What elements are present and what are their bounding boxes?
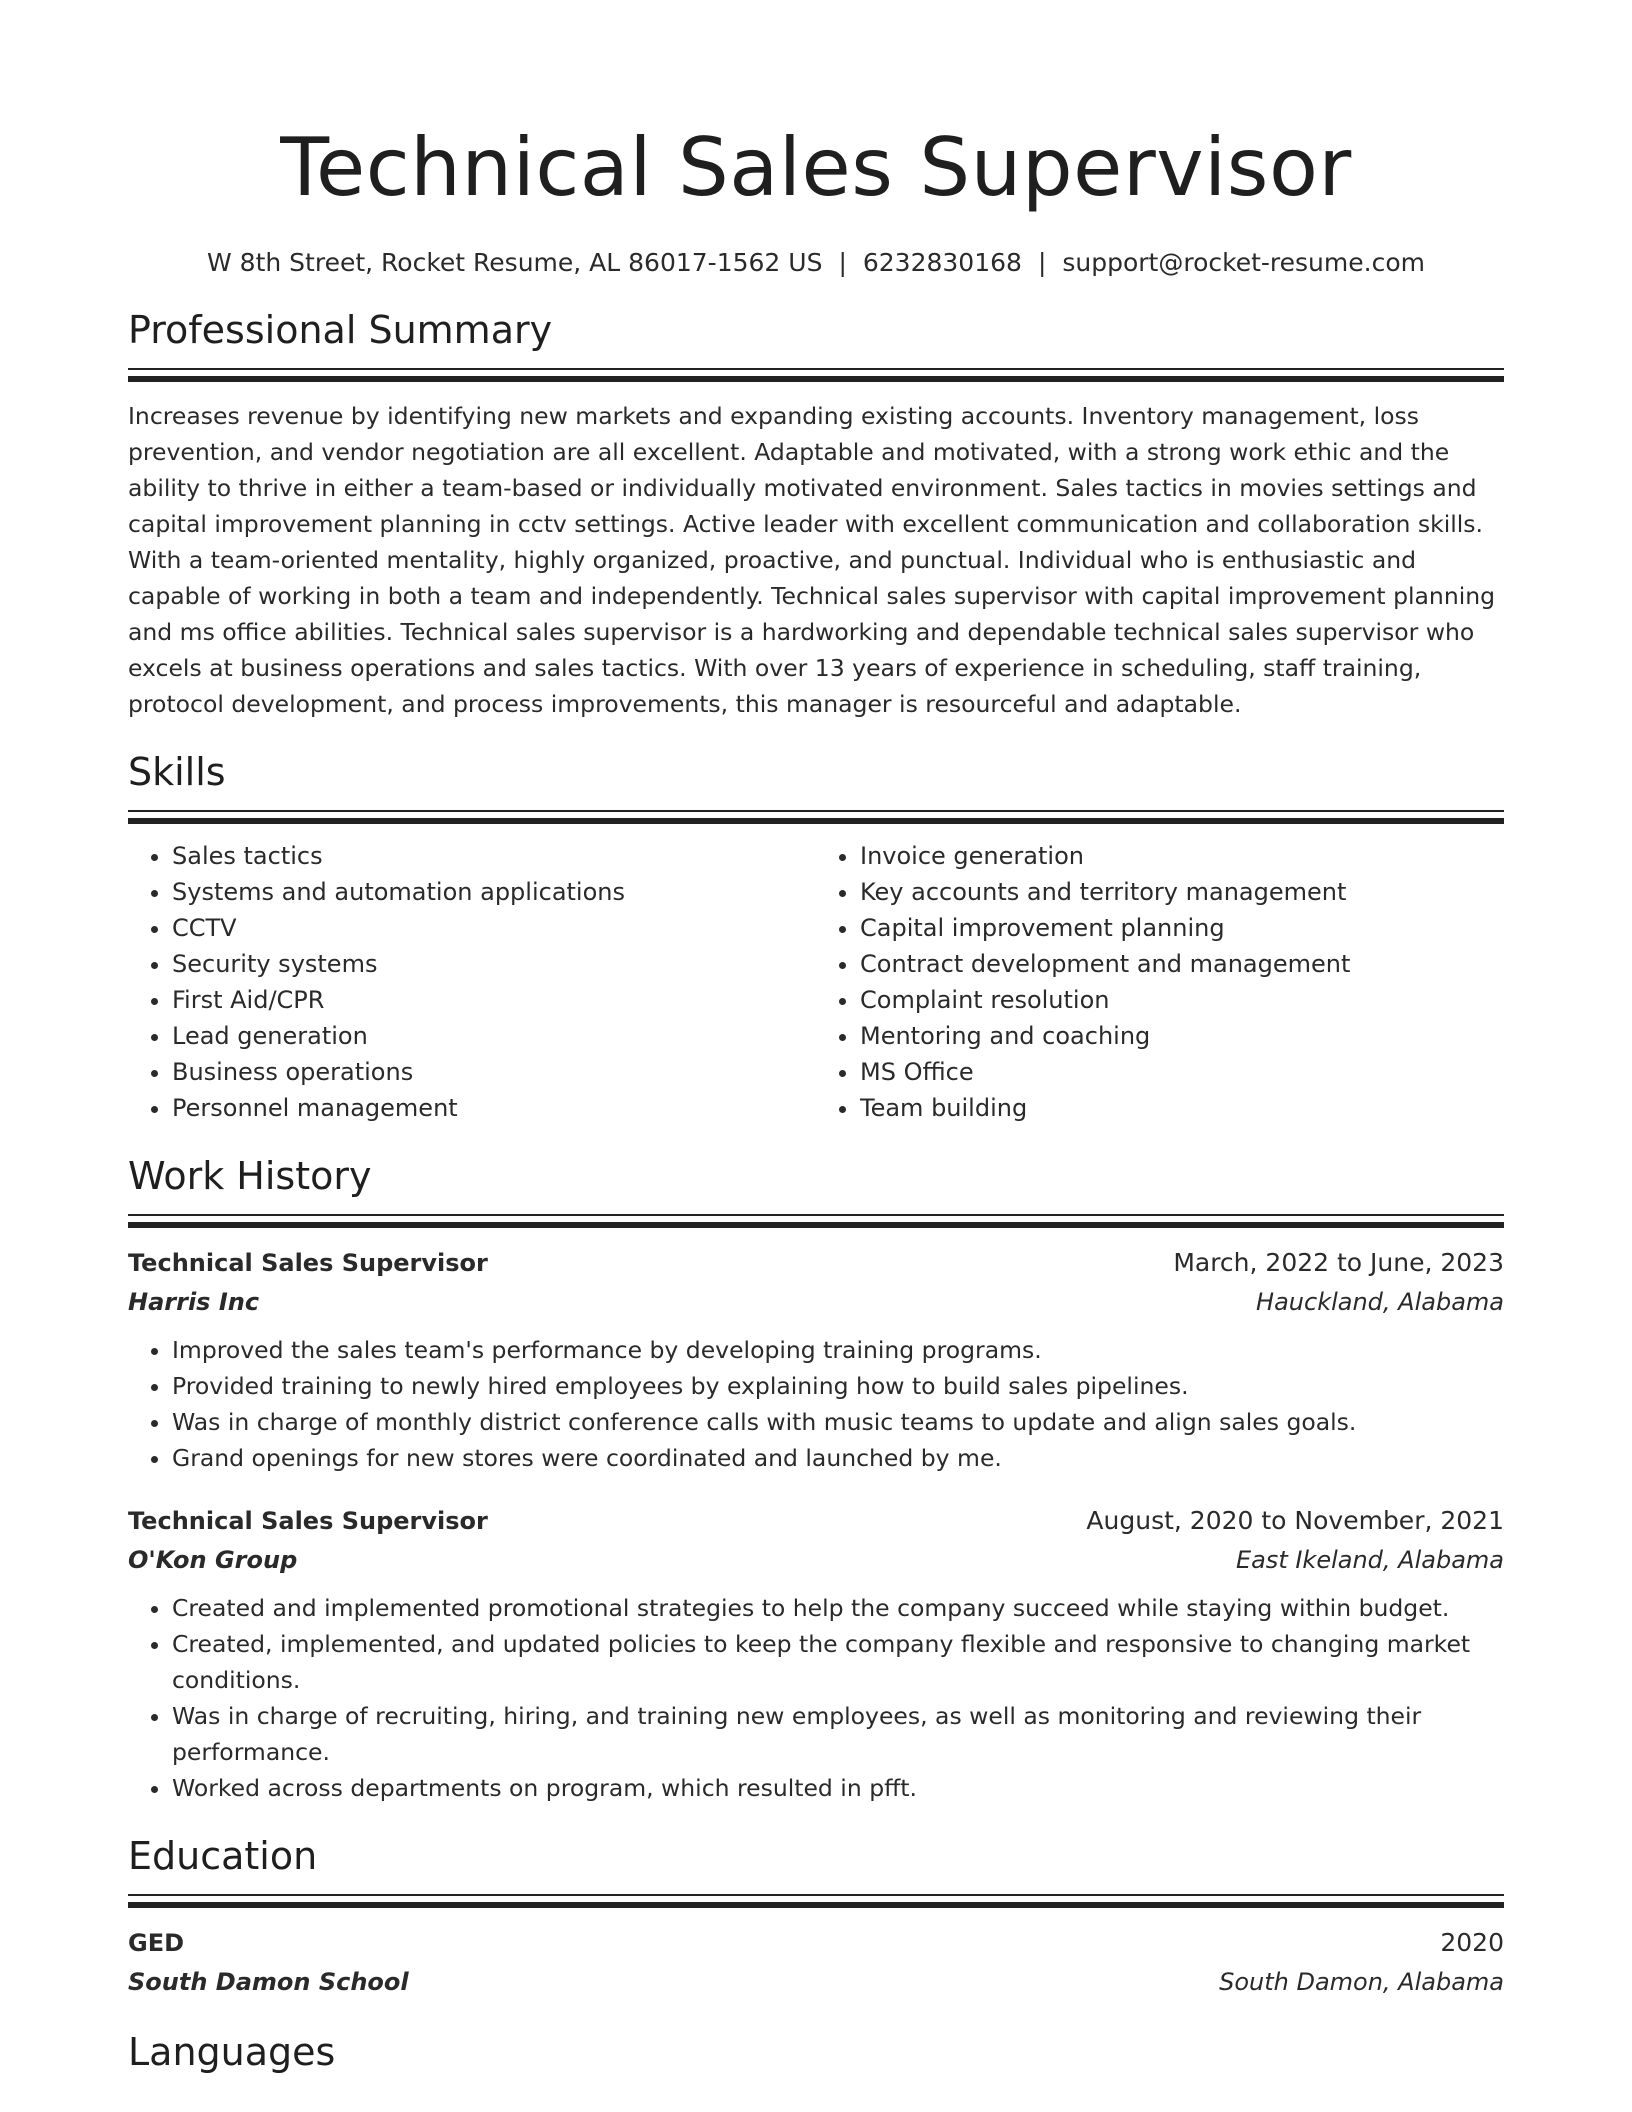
summary-section xyxy=(128,306,1504,722)
section-divider xyxy=(128,1894,1504,1896)
skills-list-left xyxy=(128,838,816,1126)
skills-columns xyxy=(128,838,1504,1126)
job-bullet: • Improved the sales team's performance by developing training programs. xyxy=(172,1332,1504,1368)
job-entry xyxy=(128,1502,1504,1806)
job-subheader xyxy=(128,1282,1504,1322)
job-company: Harris Inc xyxy=(128,1288,260,1316)
skill-item: • Security systems xyxy=(172,946,816,982)
job-bullet: • Created and implemented promotional strategies to help the company succeed while staying within budget. xyxy=(172,1590,1504,1626)
skill-item: • CCTV xyxy=(172,910,816,946)
skill-item: • Lead generation xyxy=(172,1018,816,1054)
skill-item: • Key accounts and territory management xyxy=(860,874,1504,910)
contact-separator: | xyxy=(1037,248,1047,277)
education-school: South Damon School xyxy=(128,1968,409,1996)
section-divider xyxy=(128,376,1504,382)
education-year: 2020 xyxy=(1440,1928,1504,1957)
job-bullet: • Provided training to newly hired employees by explaining how to build sales pipelines. xyxy=(172,1368,1504,1404)
section-title-summary: Professional Summary xyxy=(128,308,553,352)
job-location: East Ikeland, Alabama xyxy=(1235,1546,1504,1574)
section-divider xyxy=(128,818,1504,824)
contact-address: W 8th Street, Rocket Resume, AL 86017-1562 US xyxy=(207,248,823,277)
job-bullet: • Created, implemented, and updated policies to keep the company flexible and responsive to changing market conditions. xyxy=(172,1626,1504,1698)
section-title-education: Education xyxy=(128,1834,318,1878)
skill-item: • Contract development and management xyxy=(860,946,1504,982)
contact-separator: | xyxy=(838,248,847,277)
section-title-skills: Skills xyxy=(128,750,226,794)
skill-item: • First Aid/CPR xyxy=(172,982,816,1018)
resume-page xyxy=(128,120,1504,2090)
skill-item: • Complaint resolution xyxy=(860,982,1504,1018)
section-divider xyxy=(128,1214,1504,1216)
skill-item: • Team building xyxy=(860,1090,1504,1126)
job-dates: March, 2022 to June, 2023 xyxy=(1173,1248,1504,1277)
job-subheader xyxy=(128,1540,1504,1580)
job-entry xyxy=(128,1244,1504,1476)
job-bullet: • Worked across departments on program, which resulted in pfft. xyxy=(172,1770,1504,1806)
skills-section xyxy=(128,748,1504,1126)
education-entry xyxy=(128,1924,1504,2002)
skill-item: • Personnel management xyxy=(172,1090,816,1126)
job-bullet: • Was in charge of monthly district conference calls with music teams to update and align sales goals. xyxy=(172,1404,1504,1440)
job-header xyxy=(128,1502,1504,1540)
education-section xyxy=(128,1832,1504,2002)
section-divider xyxy=(128,1902,1504,1908)
skills-list-right xyxy=(816,838,1504,1126)
job-bullets xyxy=(128,1590,1504,1806)
education-location: South Damon, Alabama xyxy=(1219,1968,1504,1996)
contact-email: support@rocket-resume.com xyxy=(1062,248,1425,277)
education-degree: GED xyxy=(128,1929,185,1957)
job-dates: August, 2020 to November, 2021 xyxy=(1086,1506,1504,1535)
summary-text: Increases revenue by identifying new markets and expanding existing accounts. Inventory management, loss prevention, and vendor negotiation are all excellent. Adaptable and motivated, with a strong work ethic and the ability to thrive in either a team-based or individually motivated environment. Sales tactics in movies settings and capital improvement planning in cctv settings. Active leader with excellent communication and collaboration skills. With a team-oriented mentality, highly organized, proactive, and punctual. Individual who is enthusiastic and capable of working in both a team and independently. Technical sales supervisor with capital improvement planning and ms office abilities. Technical sales supervisor is a hardworking and dependable technical sales supervisor who excels at business operations and sales tactics. With over 13 years of experience in scheduling, staff training, protocol development, and process improvements, this manager is resourceful and adaptable. xyxy=(128,402,1496,718)
section-divider xyxy=(128,1222,1504,1228)
job-bullets xyxy=(128,1332,1504,1476)
skill-item: • MS Office xyxy=(860,1054,1504,1090)
contact-line xyxy=(128,246,1504,280)
job-title: Technical Sales Supervisor xyxy=(128,1507,488,1535)
job-bullet: • Was in charge of recruiting, hiring, and training new employees, as well as monitoring and reviewing their performance. xyxy=(172,1698,1504,1770)
section-divider xyxy=(128,368,1504,370)
education-subheader xyxy=(128,1962,1504,2002)
section-title-languages: Languages xyxy=(128,2030,336,2074)
skill-item: • Sales tactics xyxy=(172,838,816,874)
contact-phone: 6232830168 xyxy=(862,248,1022,277)
job-bullet: • Grand openings for new stores were coordinated and launched by me. xyxy=(172,1440,1504,1476)
skill-item: • Business operations xyxy=(172,1054,816,1090)
job-title: Technical Sales Supervisor xyxy=(128,1249,488,1277)
skill-item: • Mentoring and coaching xyxy=(860,1018,1504,1054)
skill-item: • Capital improvement planning xyxy=(860,910,1504,946)
section-title-work-history: Work History xyxy=(128,1154,372,1198)
work-history-section xyxy=(128,1152,1504,1806)
languages-section xyxy=(128,2028,1504,2076)
resume-name: Technical Sales Supervisor xyxy=(280,121,1352,214)
section-divider xyxy=(128,810,1504,812)
education-header xyxy=(128,1924,1504,1962)
skill-item: • Systems and automation applications xyxy=(172,874,816,910)
job-location: Hauckland, Alabama xyxy=(1256,1288,1504,1316)
job-header xyxy=(128,1244,1504,1282)
skill-item: • Invoice generation xyxy=(860,838,1504,874)
job-company: O'Kon Group xyxy=(128,1546,298,1574)
